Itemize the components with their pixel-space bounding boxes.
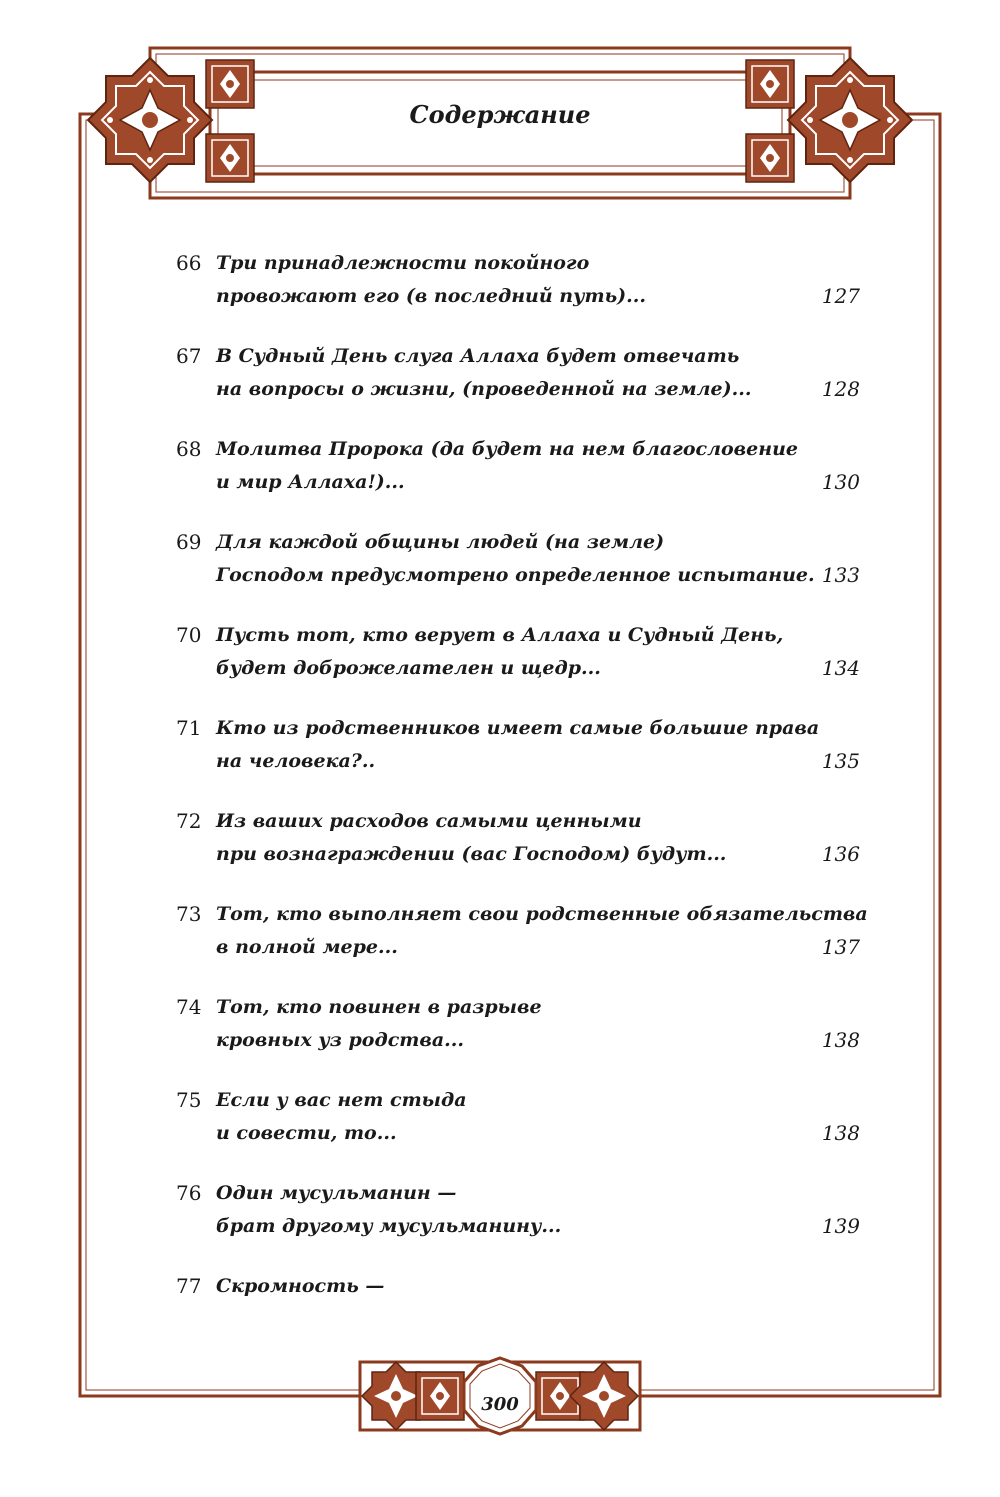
- entry-title-line2: провожают его (в последний путь)...: [216, 285, 646, 307]
- entry-title-line1: Один мусульманин —: [216, 1182, 457, 1204]
- entry-page: 133: [821, 563, 860, 587]
- entry-title-line1: Тот, кто выполняет свои родственные обязательства: [216, 903, 868, 925]
- entry-number: 67: [176, 344, 202, 368]
- page-number: 300: [481, 1394, 519, 1415]
- entry-page: 138: [821, 1028, 860, 1052]
- entry-title-line2: в полной мере...: [216, 936, 398, 958]
- entry-page: 138: [821, 1121, 860, 1145]
- entry-title-line2: на вопросы о жизни, (проведенной на земле)...: [216, 378, 752, 400]
- entry-page: 139: [821, 1214, 860, 1238]
- page-title: Содержание: [409, 100, 591, 129]
- entry-title-line1: В Судный День слуга Аллаха будет отвечать: [216, 345, 740, 367]
- entry-number: 66: [176, 251, 202, 275]
- entry-title-line2: Господом предусмотрено определенное испытание.: [216, 564, 815, 586]
- entry-number: 73: [176, 902, 202, 926]
- entry-number: 77: [176, 1274, 202, 1298]
- entry-title-line1: Если у вас нет стыда: [216, 1089, 467, 1111]
- entry-number: 71: [176, 716, 202, 740]
- entry-title-line1: Молитва Пророка (да будет на нем благословение: [216, 438, 798, 460]
- entry-title-line1: Для каждой общины людей (на земле): [216, 531, 665, 553]
- entry-title-line1: Пусть тот, кто верует в Аллаха и Судный День,: [216, 624, 784, 646]
- entry-number: 74: [176, 995, 202, 1019]
- entry-title-line2: при вознаграждении (вас Господом) будут...: [216, 843, 727, 865]
- entry-title-line2: кровных уз родства...: [216, 1029, 465, 1051]
- entry-title-line2: и мир Аллаха!)...: [216, 471, 405, 493]
- entry-page: 137: [821, 935, 860, 959]
- entry-number: 75: [176, 1088, 202, 1112]
- entry-title-line1: Три принадлежности покойного: [216, 252, 590, 274]
- entry-page: 136: [821, 842, 860, 866]
- entry-title-line2: будет доброжелателен и щедр...: [216, 657, 601, 679]
- entry-title-line1: Кто из родственников имеет самые большие права: [216, 717, 820, 739]
- entry-number: 70: [176, 623, 202, 647]
- entry-title-line2: брат другому мусульманину...: [216, 1215, 562, 1237]
- entry-page: 128: [821, 377, 860, 401]
- entry-page: 127: [821, 284, 860, 308]
- entry-number: 76: [176, 1181, 202, 1205]
- entry-title-line2: и совести, то...: [216, 1122, 397, 1144]
- entry-title-line2: на человека?..: [216, 750, 376, 772]
- entry-page: 130: [821, 470, 860, 494]
- entry-page: 134: [821, 656, 860, 680]
- entry-page: 135: [821, 749, 860, 773]
- entry-number: 68: [176, 437, 202, 461]
- entry-number: 69: [176, 530, 202, 554]
- entry-title-line1: Тот, кто повинен в разрыве: [216, 996, 542, 1018]
- entry-title-line1: Из ваших расходов самыми ценными: [216, 810, 642, 832]
- entry-title-line1: Скромность —: [216, 1275, 385, 1297]
- entry-number: 72: [176, 809, 202, 833]
